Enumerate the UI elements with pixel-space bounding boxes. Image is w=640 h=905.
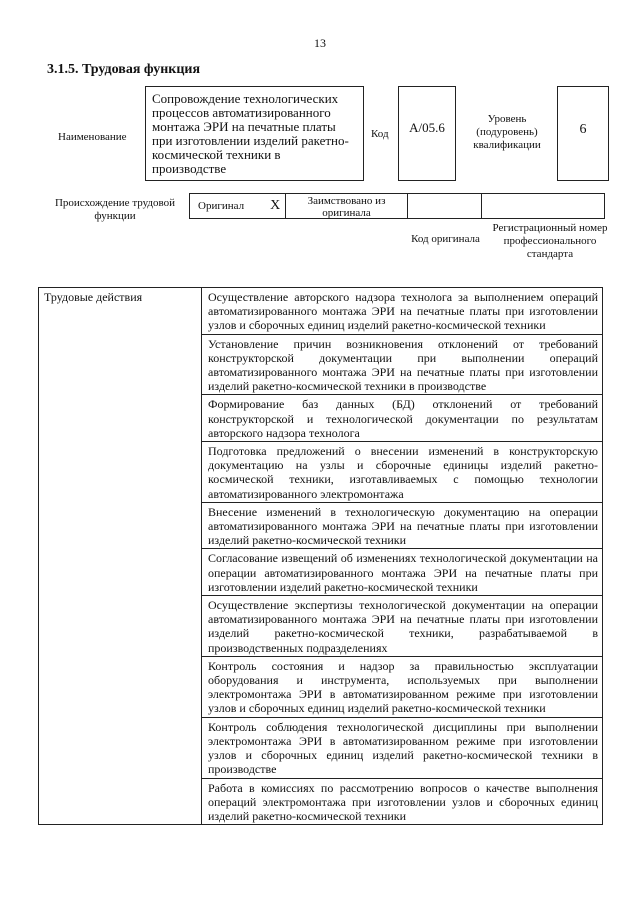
reg-number-cell <box>481 193 605 219</box>
qualification-level-label: Уровень (подуровень) квалификации <box>473 113 541 151</box>
original-cell <box>189 193 286 219</box>
labor-actions-body <box>39 288 603 825</box>
labor-action-item: Согласование извещений об изменениях технологической документации на операции автоматизированного монтажа ЭРИ на печатные платы при изготовлении изделий ракетно-космической техники <box>202 549 603 596</box>
borrowed-cell: Заимствовано из оригинала <box>285 193 408 219</box>
labor-action-item: Установление причин возникновения отклонений от требований конструкторской документации при выполнении операций автоматизированного монтажа ЭРИ на печатные платы при изготовлении изделий ракетно-космической техники в производстве <box>202 334 603 395</box>
code-value: А/05.6 <box>409 119 445 135</box>
labor-action-item: Внесение изменений в технологическую документацию на операции автоматизированного монтажа ЭРИ на печатные платы при изготовлении изделий ракетно-космической техники <box>202 502 603 549</box>
section-title: 3.1.5. Трудовая функция <box>47 62 201 77</box>
code-original-label: Код оригинала <box>411 233 480 245</box>
labor-actions-table <box>38 287 603 825</box>
page-number: 13 <box>314 36 326 50</box>
labor-action-item: Контроль состояния и надзор за правильностью эксплуатации оборудования и инструмента, используемых при выполнении электромонтажа ЭРИ в автоматизированном режиме при изготовлении узлов и сборочных единиц изделий ракетно-космической техники <box>202 656 603 717</box>
original-mark: X <box>270 198 281 213</box>
table-row <box>39 288 603 335</box>
code-value-box <box>398 86 456 181</box>
labor-action-item: Контроль соблюдения технологической дисциплины при выполнении электромонтажа ЭРИ в автоматизированном режиме при изготовлении узлов и сборочных единиц изделий ракетно-космической техники в производстве <box>202 717 603 778</box>
function-name-box: Сопровождение технологических процессов автоматизированного монтажа ЭРИ на печатные платы при изготовлении изделий ракетно-космической техники в производстве <box>145 86 364 181</box>
reg-number-label: Регистрационный номер профессионального стандарта <box>492 222 608 260</box>
qualification-level-box <box>557 86 609 181</box>
name-label: Наименование <box>58 131 127 143</box>
qualification-level-value: 6 <box>579 121 587 137</box>
labor-action-item: Подготовка предложений о внесении изменений в конструкторскую документацию на узлы и сборочные единицы изделий ракетно-космической техники, изготавливаемых с помощью технологии автоматизированного электромонтажа <box>202 442 603 503</box>
labor-action-item: Осуществление авторского надзора технолога за выполнением операций автоматизированного монтажа ЭРИ на печатные платы при изготовлении узлов и сборочных единиц изделий ракетно-космической техники <box>202 288 603 335</box>
labor-actions-heading: Трудовые действия <box>39 288 202 825</box>
labor-action-item: Формирование баз данных (БД) отклонений от требований конструкторской и технологической документации по результатам авторского надзора технолога <box>202 395 603 442</box>
origin-label: Происхождение трудовой функции <box>54 197 176 222</box>
origin-row <box>190 193 609 219</box>
code-label: Код <box>371 128 389 140</box>
code-original-cell <box>407 193 482 219</box>
original-label: Оригинал <box>198 200 245 212</box>
labor-action-item: Работа в комиссиях по рассмотрению вопросов о качестве выполнения операций электромонтажа при изготовлении узлов и сборочных единиц изделий ракетно-космической техники <box>202 778 603 825</box>
labor-action-item: Осуществление экспертизы технологической документации на операции автоматизированного монтажа ЭРИ на печатные платы при изготовлении изделий ракетно-космической техники, разрабатываемой в производственных подразделениях <box>202 596 603 657</box>
